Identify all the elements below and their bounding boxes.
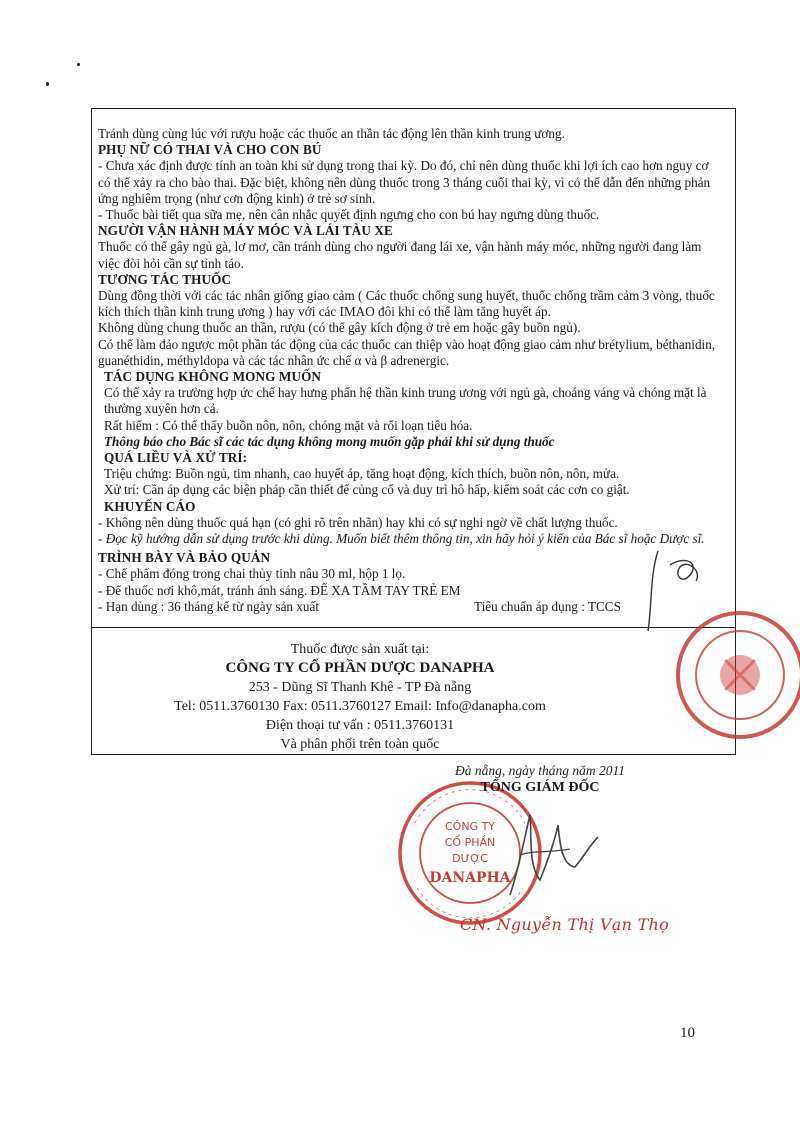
sign-date: Đà nẵng, ngày tháng năm 2011: [455, 763, 625, 778]
standard-text: Tiêu chuẩn áp dụng : TCCS: [474, 598, 621, 614]
company-contact: Tel: 0511.3760130 Fax: 0511.3760127 Email: Info@danapha.com: [174, 699, 546, 714]
seal-line: CÔNG TY: [444, 820, 496, 833]
interactions-heading: TƯƠNG TÁC THUỐC: [98, 271, 232, 287]
distribution-note: Và phân phối trên toàn quốc: [280, 737, 440, 752]
advice-line: - Không nên dùng thuốc quá hạn (có ghi rõ trên nhãn) hay khi có sự nghi ngờ về chất lượng thuốc.: [98, 514, 618, 530]
advice-heading: KHUYẾN CÁO: [104, 498, 196, 514]
pregnancy-heading: PHỤ NỮ CÓ THAI VÀ CHO CON BÚ: [98, 142, 322, 158]
company-address: 253 - Dũng Sĩ Thanh Khê - TP Đà nẵng: [248, 680, 472, 695]
side-effects-notice: Thông báo cho Bác sĩ các tác dụng không mong muốn gặp phải khi sử dụng thuốc: [104, 433, 555, 449]
storage-line: - Để thuốc nơi khô,mát, tránh ánh sáng. ĐỂ XA TẦM TAY TRẺ EM: [98, 582, 461, 598]
signature-block: [420, 763, 660, 796]
side-effects-heading: TÁC DỤNG KHÔNG MONG MUỐN: [104, 369, 322, 385]
overdose-line: Triệu chứng: Buồn ngủ, tim nhanh, cao huyết áp, tăng hoạt động, kích thích, buồn nôn, nôn, mửa.: [104, 466, 620, 482]
intro-line: Tránh dùng cùng lúc với rượu hoặc các thuốc an thần tác động lên thần kinh trung ương.: [98, 126, 565, 141]
seal-line: CỔ PHẦN: [444, 836, 496, 849]
pregnancy-line: - Thuốc bài tiết qua sữa mẹ, nên cân nhắc quyết định ngưng cho con bú hay ngưng dùng thuốc.: [98, 207, 600, 223]
signer-name: CN. Nguyễn Thị Vạn Thọ: [460, 915, 670, 934]
interactions-line: Không dùng chung thuốc an thần, rượu (có thể gây kích động ở trẻ em hoặc gây buồn ngủ).: [98, 320, 581, 336]
scan-speck: [77, 63, 80, 66]
interactions-line: Có thể làm đảo ngược một phần tác động của các thuốc can thiệp vào hoạt động giao cảm như brétylium, béthanidin, guanéthidin, méthyldopa và các tác nhân ức chế α và β adrenergic.: [98, 336, 716, 368]
expiry-text: - Hạn dùng : 36 tháng kể từ ngày sản xuất: [98, 598, 320, 614]
interactions-line: Dùng đồng thời với các tác nhân giống giao cảm ( Các thuốc chống sung huyết, thuốc chống trầm cảm 3 vòng, thuốc kích thích thần kinh trung ương ) hay với các IMAO đôi khi có thể làm tăng huyết áp.: [98, 288, 715, 320]
storage-line: - Chế phẩm đóng trong chai thủy tinh nâu 30 ml, hộp 1 lọ.: [98, 566, 406, 582]
overdose-line: Xử trí: Cần áp dụng các biện pháp cần thiết để củng cố và duy trì hô hấp, kiểm soát các cơn co giật.: [104, 482, 630, 498]
advice-line-italic: - Đọc kỹ hướng dẫn sử dụng trước khi dùng. Muốn biết thêm thông tin, xin hãy hỏi ý kiến của Bác sĩ hoặc Dược sĩ.: [98, 531, 705, 547]
seal-line: DANAPHA: [429, 870, 511, 886]
machinery-line: Thuốc có thể gây ngủ gà, lơ mơ, cần tránh dùng cho người đang lái xe, vận hành máy móc, những người đang làm việc đòi hỏi cần sự tỉnh táo.: [98, 239, 702, 271]
side-effects-line: Rất hiếm : Có thể thấy buồn nôn, nôn, chóng mặt và rối loạn tiêu hóa.: [104, 417, 473, 433]
machinery-heading: NGƯỜI VẬN HÀNH MÁY MÓC VÀ LÁI TÀU XE: [98, 223, 393, 239]
seal-line: DƯỢC: [452, 852, 488, 865]
made-at-label: Thuốc được sản xuất tại:: [290, 642, 430, 657]
leaflet-body: [98, 126, 724, 615]
hotline: Điện thoại tư vấn : 0511.3760131: [265, 718, 455, 733]
sign-title: TỔNG GIÁM ĐỐC: [480, 780, 600, 795]
overdose-heading: QUÁ LIỀU VÀ XỬ TRÍ:: [104, 450, 248, 466]
manufacturer-block: [150, 640, 570, 754]
scan-speck: [46, 82, 49, 86]
company-name: CÔNG TY CỔ PHẦN DƯỢC DANAPHA: [225, 660, 495, 676]
pregnancy-line: - Chưa xác định được tính an toàn khi sử dụng trong thai kỳ. Do đó, chỉ nên dùng thuốc khi lợi ích cao hơn nguy cơ có thể xảy ra cho bào thai. Đặc biệt, không nên dùng thuốc trong 3 tháng cuối thai kỳ, vì có thể dẫn đến những phản ứng nghiêm trọng (như cơn động kinh) ở trẻ sơ sinh.: [98, 158, 711, 206]
side-effects-line: Có thể xảy ra trường hợp ức chế hay hưng phấn hệ thần kinh trung ương với ngủ gà, choáng váng và chóng mặt là thường xuyên hơn cả.: [104, 385, 707, 417]
initials-mark: [630, 545, 710, 635]
storage-heading: TRÌNH BÀY VÀ BẢO QUẢN: [98, 550, 271, 566]
handwritten-signature: [480, 795, 620, 905]
page-number: 10: [680, 1025, 695, 1041]
